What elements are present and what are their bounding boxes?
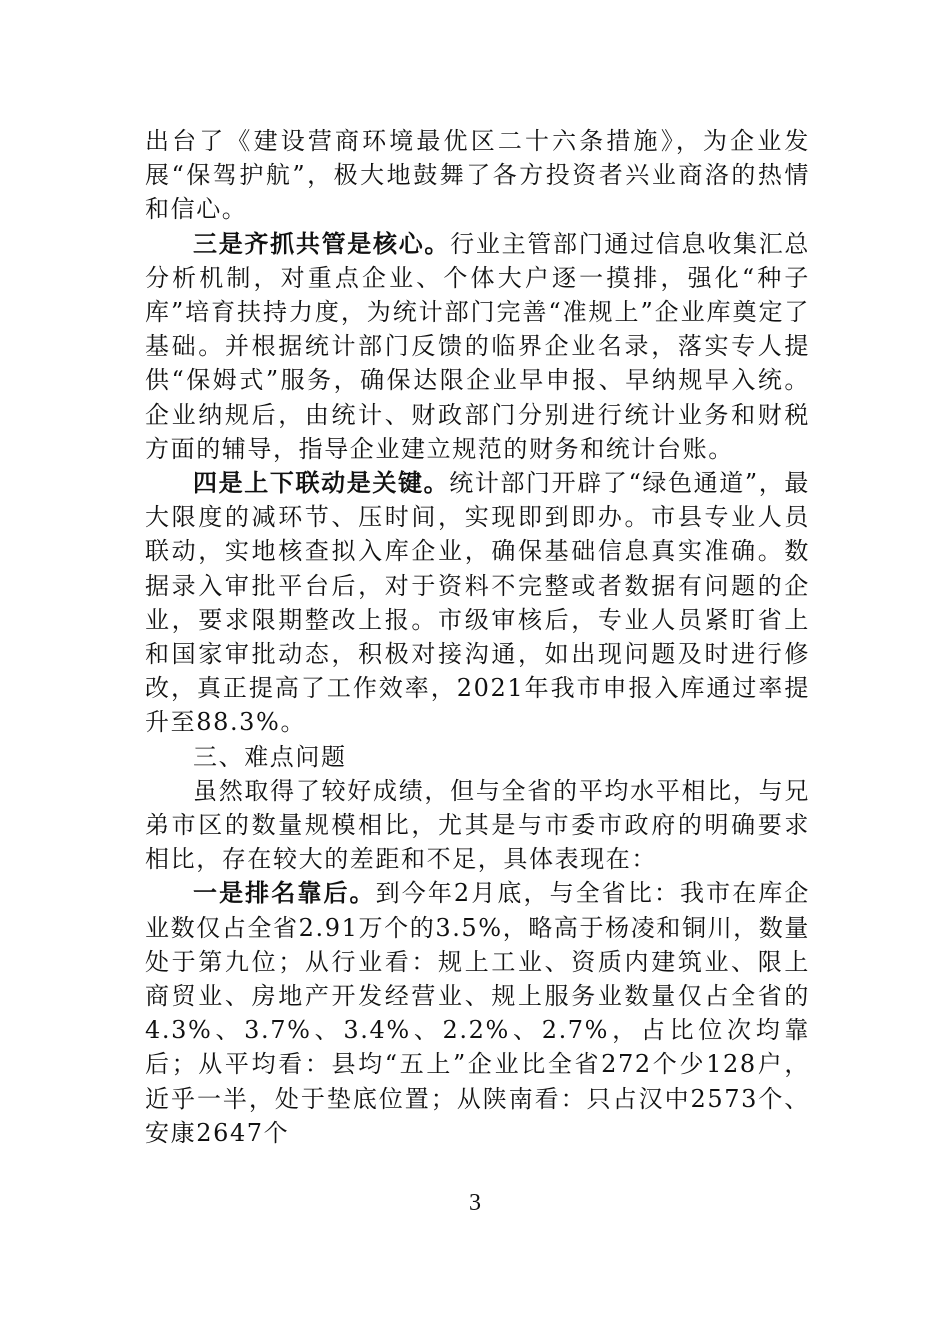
page-number: 3: [469, 1190, 481, 1216]
paragraph-text: 到今年2月底，与全省比：我市在库企业数仅占全省2.91万个的3.5%，略高于杨凌和铜川，数量处于第九位；从行业看：规上工业、资质内建筑业、限上商贸业、房地产开发经营业、规上服务业数量仅占全省的4.3%、3.7%、3.4%、2.2%、2.7%，占比位次均靠后；从平均看：县均“五上”企业比全省272个少128户，近乎一半，处于垫底位置；从陕南看：只占汉中2573个、安康2647个: [145, 879, 811, 1147]
paragraph-lead: 四是上下联动是关键。: [193, 468, 450, 498]
section-heading-text: 三、难点问题: [193, 742, 347, 771]
paragraph-continuation: [145, 124, 810, 227]
paragraph-point-four: [145, 466, 810, 740]
paragraph-text: 出台了《建设营商环境最优区二十六条措施》，为企业发展“保驾护航”，极大地鼓舞了各方投资者兴业商洛的热情和信心。: [145, 127, 810, 224]
document-body: [145, 124, 810, 1150]
paragraph-lead: 三是齐抓共管是核心。: [193, 228, 451, 258]
paragraph-lead: 一是排名靠后。: [193, 878, 376, 908]
paragraph-intro: [145, 774, 810, 877]
paragraph-text: 统计部门开辟了“绿色通道”，最大限度的减环节、压时间，实现即到即办。市县专业人员联动，实地核查拟入库企业，确保基础信息真实准确。数据录入审批平台后，对于资料不完整或者数据有问题的企业，要求限期整改上报。市级审核后，专业人员紧盯省上和国家审批动态，积极对接沟通，如出现问题及时进行修改，真正提高了工作效率，2021年我市申报入库通过率提升至88.3%。: [145, 469, 811, 737]
paragraph-point-three: [145, 227, 810, 466]
paragraph-text: 虽然取得了较好成绩，但与全省的平均水平相比，与兄弟市区的数量规模相比，尤其是与市委市政府的明确要求相比，存在较大的差距和不足，具体表现在：: [145, 776, 810, 874]
paragraph-text: 行业主管部门通过信息收集汇总分析机制，对重点企业、个体大户逐一摸排，强化“种子库”培育扶持力度，为统计部门完善“准规上”企业库奠定了基础。并根据统计部门反馈的临界企业名录，落实专人提供“保姆式”服务，确保达限企业早申报、早纳规早入统。企业纳规后，由统计、财政部门分别进行统计业务和财税方面的辅导，指导企业建立规范的财务和统计台账。: [145, 229, 811, 463]
section-heading: [145, 740, 810, 774]
paragraph-point-one: [145, 876, 810, 1150]
